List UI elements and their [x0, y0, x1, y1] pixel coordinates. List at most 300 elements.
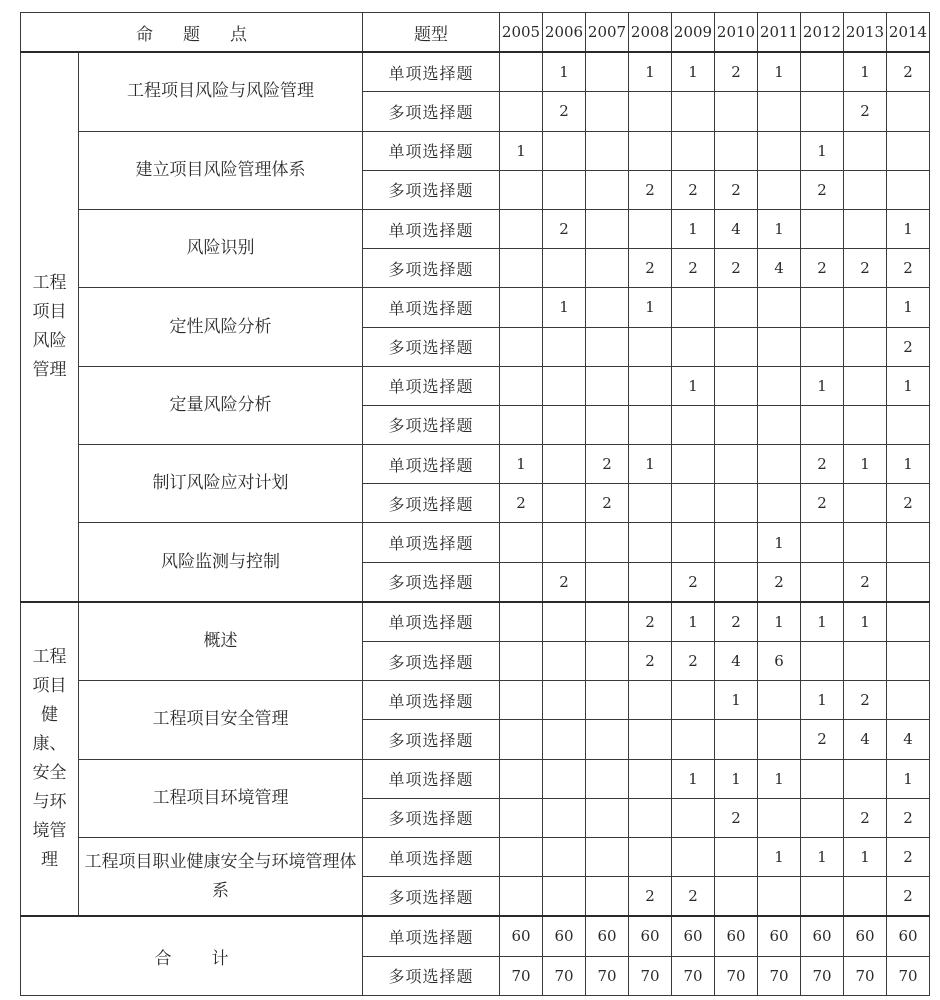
- count-cell: [801, 798, 844, 837]
- header-year: 2010: [715, 13, 758, 53]
- count-cell: [586, 405, 629, 444]
- count-cell: [887, 170, 930, 209]
- count-cell: 4: [844, 720, 887, 759]
- count-cell: [586, 523, 629, 562]
- count-cell: 1: [844, 52, 887, 92]
- question-type-cell: 单项选择题: [363, 681, 500, 720]
- count-cell: [629, 720, 672, 759]
- count-cell: 1: [543, 288, 586, 327]
- count-cell: [715, 877, 758, 917]
- question-type-cell: 多项选择题: [363, 92, 500, 131]
- count-cell: 1: [672, 759, 715, 798]
- count-cell: 2: [715, 52, 758, 92]
- count-cell: [715, 837, 758, 876]
- header-year: 2006: [543, 13, 586, 53]
- count-cell: [844, 759, 887, 798]
- count-cell: [672, 484, 715, 523]
- count-cell: [758, 366, 801, 405]
- topic-cell: 工程项目安全管理: [79, 681, 363, 759]
- count-cell: [801, 562, 844, 602]
- total-count-cell: 60: [844, 916, 887, 956]
- question-type-cell: 单项选择题: [363, 523, 500, 562]
- count-cell: 1: [758, 602, 801, 642]
- count-cell: [844, 877, 887, 917]
- count-cell: [629, 366, 672, 405]
- total-count-cell: 60: [629, 916, 672, 956]
- count-cell: [500, 405, 543, 444]
- category-label: 工程项目风险管理: [32, 273, 67, 380]
- count-cell: [586, 759, 629, 798]
- topic-cell: 工程项目风险与风险管理: [79, 52, 363, 131]
- category-cell: [21, 602, 79, 917]
- total-count-cell: 70: [801, 956, 844, 995]
- count-cell: 2: [672, 170, 715, 209]
- count-cell: [801, 642, 844, 681]
- topic-cell: 定性风险分析: [79, 288, 363, 366]
- count-cell: [715, 327, 758, 366]
- count-cell: 1: [801, 366, 844, 405]
- count-cell: [672, 523, 715, 562]
- count-cell: [543, 798, 586, 837]
- count-cell: 1: [543, 52, 586, 92]
- count-cell: 2: [844, 92, 887, 131]
- count-cell: 2: [672, 562, 715, 602]
- total-count-cell: 70: [500, 956, 543, 995]
- count-cell: 2: [715, 602, 758, 642]
- count-cell: [715, 131, 758, 170]
- header-year: 2012: [801, 13, 844, 53]
- table-row: [21, 837, 930, 876]
- count-cell: [758, 170, 801, 209]
- count-cell: 2: [844, 681, 887, 720]
- count-cell: 2: [629, 642, 672, 681]
- header-year: 2007: [586, 13, 629, 53]
- count-cell: 1: [887, 209, 930, 248]
- question-type-cell: 多项选择题: [363, 798, 500, 837]
- count-cell: [887, 131, 930, 170]
- count-cell: 1: [672, 209, 715, 248]
- count-cell: 2: [715, 249, 758, 288]
- count-cell: 2: [887, 798, 930, 837]
- count-cell: [672, 327, 715, 366]
- table-row: [21, 366, 930, 405]
- count-cell: [672, 798, 715, 837]
- count-cell: 2: [887, 249, 930, 288]
- count-cell: [844, 642, 887, 681]
- count-cell: 1: [887, 759, 930, 798]
- count-cell: [543, 445, 586, 484]
- count-cell: [543, 170, 586, 209]
- table-row: [21, 209, 930, 248]
- count-cell: 2: [887, 837, 930, 876]
- count-cell: 2: [844, 798, 887, 837]
- count-cell: [500, 642, 543, 681]
- count-cell: [801, 52, 844, 92]
- table-row: [21, 681, 930, 720]
- header-year: 2014: [887, 13, 930, 53]
- table-row: [21, 602, 930, 642]
- count-cell: 2: [543, 209, 586, 248]
- count-cell: [887, 642, 930, 681]
- question-type-cell: 单项选择题: [363, 445, 500, 484]
- topic-cell: 定量风险分析: [79, 366, 363, 444]
- count-cell: [715, 405, 758, 444]
- question-type-cell: 多项选择题: [363, 642, 500, 681]
- count-cell: 2: [500, 484, 543, 523]
- count-cell: [500, 170, 543, 209]
- count-cell: 2: [543, 562, 586, 602]
- count-cell: 2: [844, 249, 887, 288]
- topic-cell: 建立项目风险管理体系: [79, 131, 363, 209]
- count-cell: 1: [715, 681, 758, 720]
- count-cell: [801, 759, 844, 798]
- count-cell: 2: [586, 484, 629, 523]
- question-type-cell: 单项选择题: [363, 366, 500, 405]
- question-type-cell: 多项选择题: [363, 405, 500, 444]
- count-cell: [629, 209, 672, 248]
- count-cell: [715, 720, 758, 759]
- count-cell: 4: [758, 249, 801, 288]
- count-cell: [758, 288, 801, 327]
- count-cell: 1: [844, 602, 887, 642]
- count-cell: [758, 877, 801, 917]
- header-year: 2005: [500, 13, 543, 53]
- count-cell: [672, 405, 715, 444]
- count-cell: [629, 562, 672, 602]
- count-cell: 1: [629, 52, 672, 92]
- question-type-cell: 单项选择题: [363, 759, 500, 798]
- count-cell: [500, 523, 543, 562]
- count-cell: [844, 484, 887, 523]
- count-cell: 1: [887, 288, 930, 327]
- count-cell: [543, 131, 586, 170]
- count-cell: [586, 209, 629, 248]
- count-cell: [543, 327, 586, 366]
- count-cell: [887, 523, 930, 562]
- count-cell: 6: [758, 642, 801, 681]
- count-cell: [844, 523, 887, 562]
- count-cell: 2: [629, 170, 672, 209]
- total-count-cell: 70: [543, 956, 586, 995]
- total-count-cell: 60: [586, 916, 629, 956]
- total-count-cell: 70: [629, 956, 672, 995]
- count-cell: [586, 327, 629, 366]
- count-cell: [672, 288, 715, 327]
- count-cell: [543, 484, 586, 523]
- question-type-cell: 多项选择题: [363, 249, 500, 288]
- question-type-cell: 多项选择题: [363, 327, 500, 366]
- count-cell: [801, 288, 844, 327]
- question-type-cell: 多项选择题: [363, 484, 500, 523]
- total-count-cell: 60: [758, 916, 801, 956]
- count-cell: 1: [715, 759, 758, 798]
- exam-stats-table: [20, 12, 930, 996]
- count-cell: [801, 877, 844, 917]
- count-cell: 2: [887, 484, 930, 523]
- count-cell: 2: [844, 562, 887, 602]
- count-cell: [715, 288, 758, 327]
- count-cell: [500, 52, 543, 92]
- count-cell: [672, 445, 715, 484]
- count-cell: [758, 92, 801, 131]
- count-cell: [500, 877, 543, 917]
- count-cell: [500, 602, 543, 642]
- count-cell: [629, 405, 672, 444]
- count-cell: [844, 209, 887, 248]
- count-cell: 2: [629, 249, 672, 288]
- count-cell: 2: [758, 562, 801, 602]
- count-cell: [586, 249, 629, 288]
- count-cell: [801, 327, 844, 366]
- count-cell: 1: [758, 759, 801, 798]
- count-cell: [543, 720, 586, 759]
- count-cell: [844, 366, 887, 405]
- count-cell: [801, 405, 844, 444]
- total-count-cell: 70: [887, 956, 930, 995]
- count-cell: [543, 681, 586, 720]
- topic-cell: 风险识别: [79, 209, 363, 287]
- count-cell: [629, 798, 672, 837]
- count-cell: [672, 681, 715, 720]
- total-count-cell: 60: [801, 916, 844, 956]
- topic-cell: 概述: [79, 602, 363, 681]
- total-label: 合计: [21, 916, 363, 995]
- count-cell: [586, 52, 629, 92]
- count-cell: [758, 131, 801, 170]
- topic-cell: 制订风险应对计划: [79, 445, 363, 523]
- count-cell: [500, 327, 543, 366]
- count-cell: [586, 837, 629, 876]
- count-cell: 1: [629, 288, 672, 327]
- count-cell: [758, 327, 801, 366]
- question-type-cell: 多项选择题: [363, 170, 500, 209]
- question-type-cell: 单项选择题: [363, 52, 500, 92]
- count-cell: 1: [758, 837, 801, 876]
- count-cell: [586, 170, 629, 209]
- question-type-cell: 单项选择题: [363, 288, 500, 327]
- count-cell: 1: [758, 209, 801, 248]
- count-cell: [887, 92, 930, 131]
- count-cell: 4: [715, 642, 758, 681]
- count-cell: [586, 681, 629, 720]
- count-cell: [715, 562, 758, 602]
- count-cell: [543, 877, 586, 917]
- count-cell: [500, 288, 543, 327]
- count-cell: [629, 131, 672, 170]
- count-cell: [500, 837, 543, 876]
- count-cell: 2: [801, 445, 844, 484]
- count-cell: 2: [887, 327, 930, 366]
- count-cell: [715, 484, 758, 523]
- count-cell: [844, 288, 887, 327]
- table-row: [21, 52, 930, 92]
- count-cell: [672, 131, 715, 170]
- count-cell: [586, 602, 629, 642]
- count-cell: 1: [887, 445, 930, 484]
- count-cell: [887, 681, 930, 720]
- count-cell: [500, 798, 543, 837]
- count-cell: [543, 642, 586, 681]
- question-type-cell: 多项选择题: [363, 877, 500, 917]
- count-cell: [586, 92, 629, 131]
- category-cell: [21, 52, 79, 602]
- count-cell: 1: [672, 52, 715, 92]
- count-cell: [887, 602, 930, 642]
- count-cell: [586, 288, 629, 327]
- count-cell: [586, 642, 629, 681]
- header-type: 题型: [363, 13, 500, 53]
- count-cell: 2: [715, 170, 758, 209]
- count-cell: 2: [715, 798, 758, 837]
- count-cell: [500, 209, 543, 248]
- count-cell: 1: [801, 602, 844, 642]
- count-cell: [758, 798, 801, 837]
- count-cell: 1: [758, 523, 801, 562]
- header-year: 2011: [758, 13, 801, 53]
- topic-cell: 工程项目环境管理: [79, 759, 363, 837]
- header-year: 2009: [672, 13, 715, 53]
- table-body: [21, 52, 930, 995]
- total-count-cell: 70: [715, 956, 758, 995]
- count-cell: [629, 327, 672, 366]
- table-row: [21, 288, 930, 327]
- count-cell: 2: [887, 877, 930, 917]
- question-type-cell: 多项选择题: [363, 720, 500, 759]
- total-count-cell: 70: [758, 956, 801, 995]
- question-type-cell: 单项选择题: [363, 131, 500, 170]
- topic-cell: 工程项目职业健康安全与环境管理体系: [79, 837, 363, 916]
- count-cell: [758, 681, 801, 720]
- total-count-cell: 60: [672, 916, 715, 956]
- count-cell: [500, 759, 543, 798]
- count-cell: 4: [887, 720, 930, 759]
- total-count-cell: 70: [586, 956, 629, 995]
- count-cell: [543, 523, 586, 562]
- count-cell: [629, 681, 672, 720]
- count-cell: [758, 405, 801, 444]
- count-cell: [500, 92, 543, 131]
- count-cell: 1: [672, 602, 715, 642]
- count-cell: [586, 798, 629, 837]
- count-cell: [629, 523, 672, 562]
- count-cell: [629, 759, 672, 798]
- count-cell: [758, 484, 801, 523]
- count-cell: [844, 170, 887, 209]
- count-cell: [844, 327, 887, 366]
- question-type-cell: 多项选择题: [363, 562, 500, 602]
- count-cell: [586, 562, 629, 602]
- count-cell: 1: [500, 445, 543, 484]
- count-cell: 1: [500, 131, 543, 170]
- header-year: 2008: [629, 13, 672, 53]
- count-cell: 1: [844, 837, 887, 876]
- total-count-cell: 60: [887, 916, 930, 956]
- count-cell: [543, 366, 586, 405]
- table-row: [21, 445, 930, 484]
- count-cell: [500, 562, 543, 602]
- count-cell: [543, 759, 586, 798]
- count-cell: 2: [801, 720, 844, 759]
- count-cell: 2: [672, 642, 715, 681]
- count-cell: [500, 249, 543, 288]
- count-cell: 2: [543, 92, 586, 131]
- count-cell: 1: [758, 52, 801, 92]
- count-cell: [801, 209, 844, 248]
- count-cell: [629, 484, 672, 523]
- count-cell: 1: [672, 366, 715, 405]
- count-cell: [758, 720, 801, 759]
- count-cell: [672, 92, 715, 131]
- count-cell: [715, 523, 758, 562]
- count-cell: [887, 405, 930, 444]
- count-cell: [500, 366, 543, 405]
- count-cell: [844, 405, 887, 444]
- question-type-cell: 单项选择题: [363, 209, 500, 248]
- header-row: [21, 13, 930, 53]
- total-count-cell: 60: [715, 916, 758, 956]
- count-cell: [629, 92, 672, 131]
- count-cell: 2: [801, 170, 844, 209]
- total-row: [21, 916, 930, 956]
- count-cell: 1: [629, 445, 672, 484]
- count-cell: 2: [629, 602, 672, 642]
- count-cell: 2: [586, 445, 629, 484]
- count-cell: 1: [887, 366, 930, 405]
- count-cell: [543, 602, 586, 642]
- count-cell: [543, 837, 586, 876]
- count-cell: [801, 523, 844, 562]
- count-cell: [715, 445, 758, 484]
- count-cell: [586, 366, 629, 405]
- header-year: 2013: [844, 13, 887, 53]
- count-cell: [758, 445, 801, 484]
- count-cell: 2: [887, 52, 930, 92]
- count-cell: [543, 405, 586, 444]
- table-row: [21, 131, 930, 170]
- count-cell: 2: [672, 249, 715, 288]
- count-cell: 1: [844, 445, 887, 484]
- table-row: [21, 523, 930, 562]
- count-cell: 1: [801, 837, 844, 876]
- count-cell: [500, 720, 543, 759]
- count-cell: [500, 681, 543, 720]
- count-cell: [629, 837, 672, 876]
- question-type-cell: 单项选择题: [363, 837, 500, 876]
- total-count-cell: 70: [672, 956, 715, 995]
- count-cell: [672, 837, 715, 876]
- count-cell: 2: [801, 484, 844, 523]
- table-row: [21, 759, 930, 798]
- total-count-cell: 70: [844, 956, 887, 995]
- question-type-cell: 多项选择题: [363, 956, 500, 995]
- count-cell: 2: [672, 877, 715, 917]
- exam-stats-table-container: [20, 12, 930, 996]
- count-cell: [586, 877, 629, 917]
- question-type-cell: 单项选择题: [363, 916, 500, 956]
- question-type-cell: 单项选择题: [363, 602, 500, 642]
- count-cell: [887, 562, 930, 602]
- count-cell: [586, 131, 629, 170]
- category-label: 工程项目健康、安全与环境管理: [32, 647, 67, 871]
- topic-cell: 风险监测与控制: [79, 523, 363, 602]
- count-cell: 4: [715, 209, 758, 248]
- count-cell: 1: [801, 681, 844, 720]
- total-count-cell: 60: [500, 916, 543, 956]
- total-count-cell: 60: [543, 916, 586, 956]
- count-cell: [801, 92, 844, 131]
- count-cell: [586, 720, 629, 759]
- count-cell: 2: [801, 249, 844, 288]
